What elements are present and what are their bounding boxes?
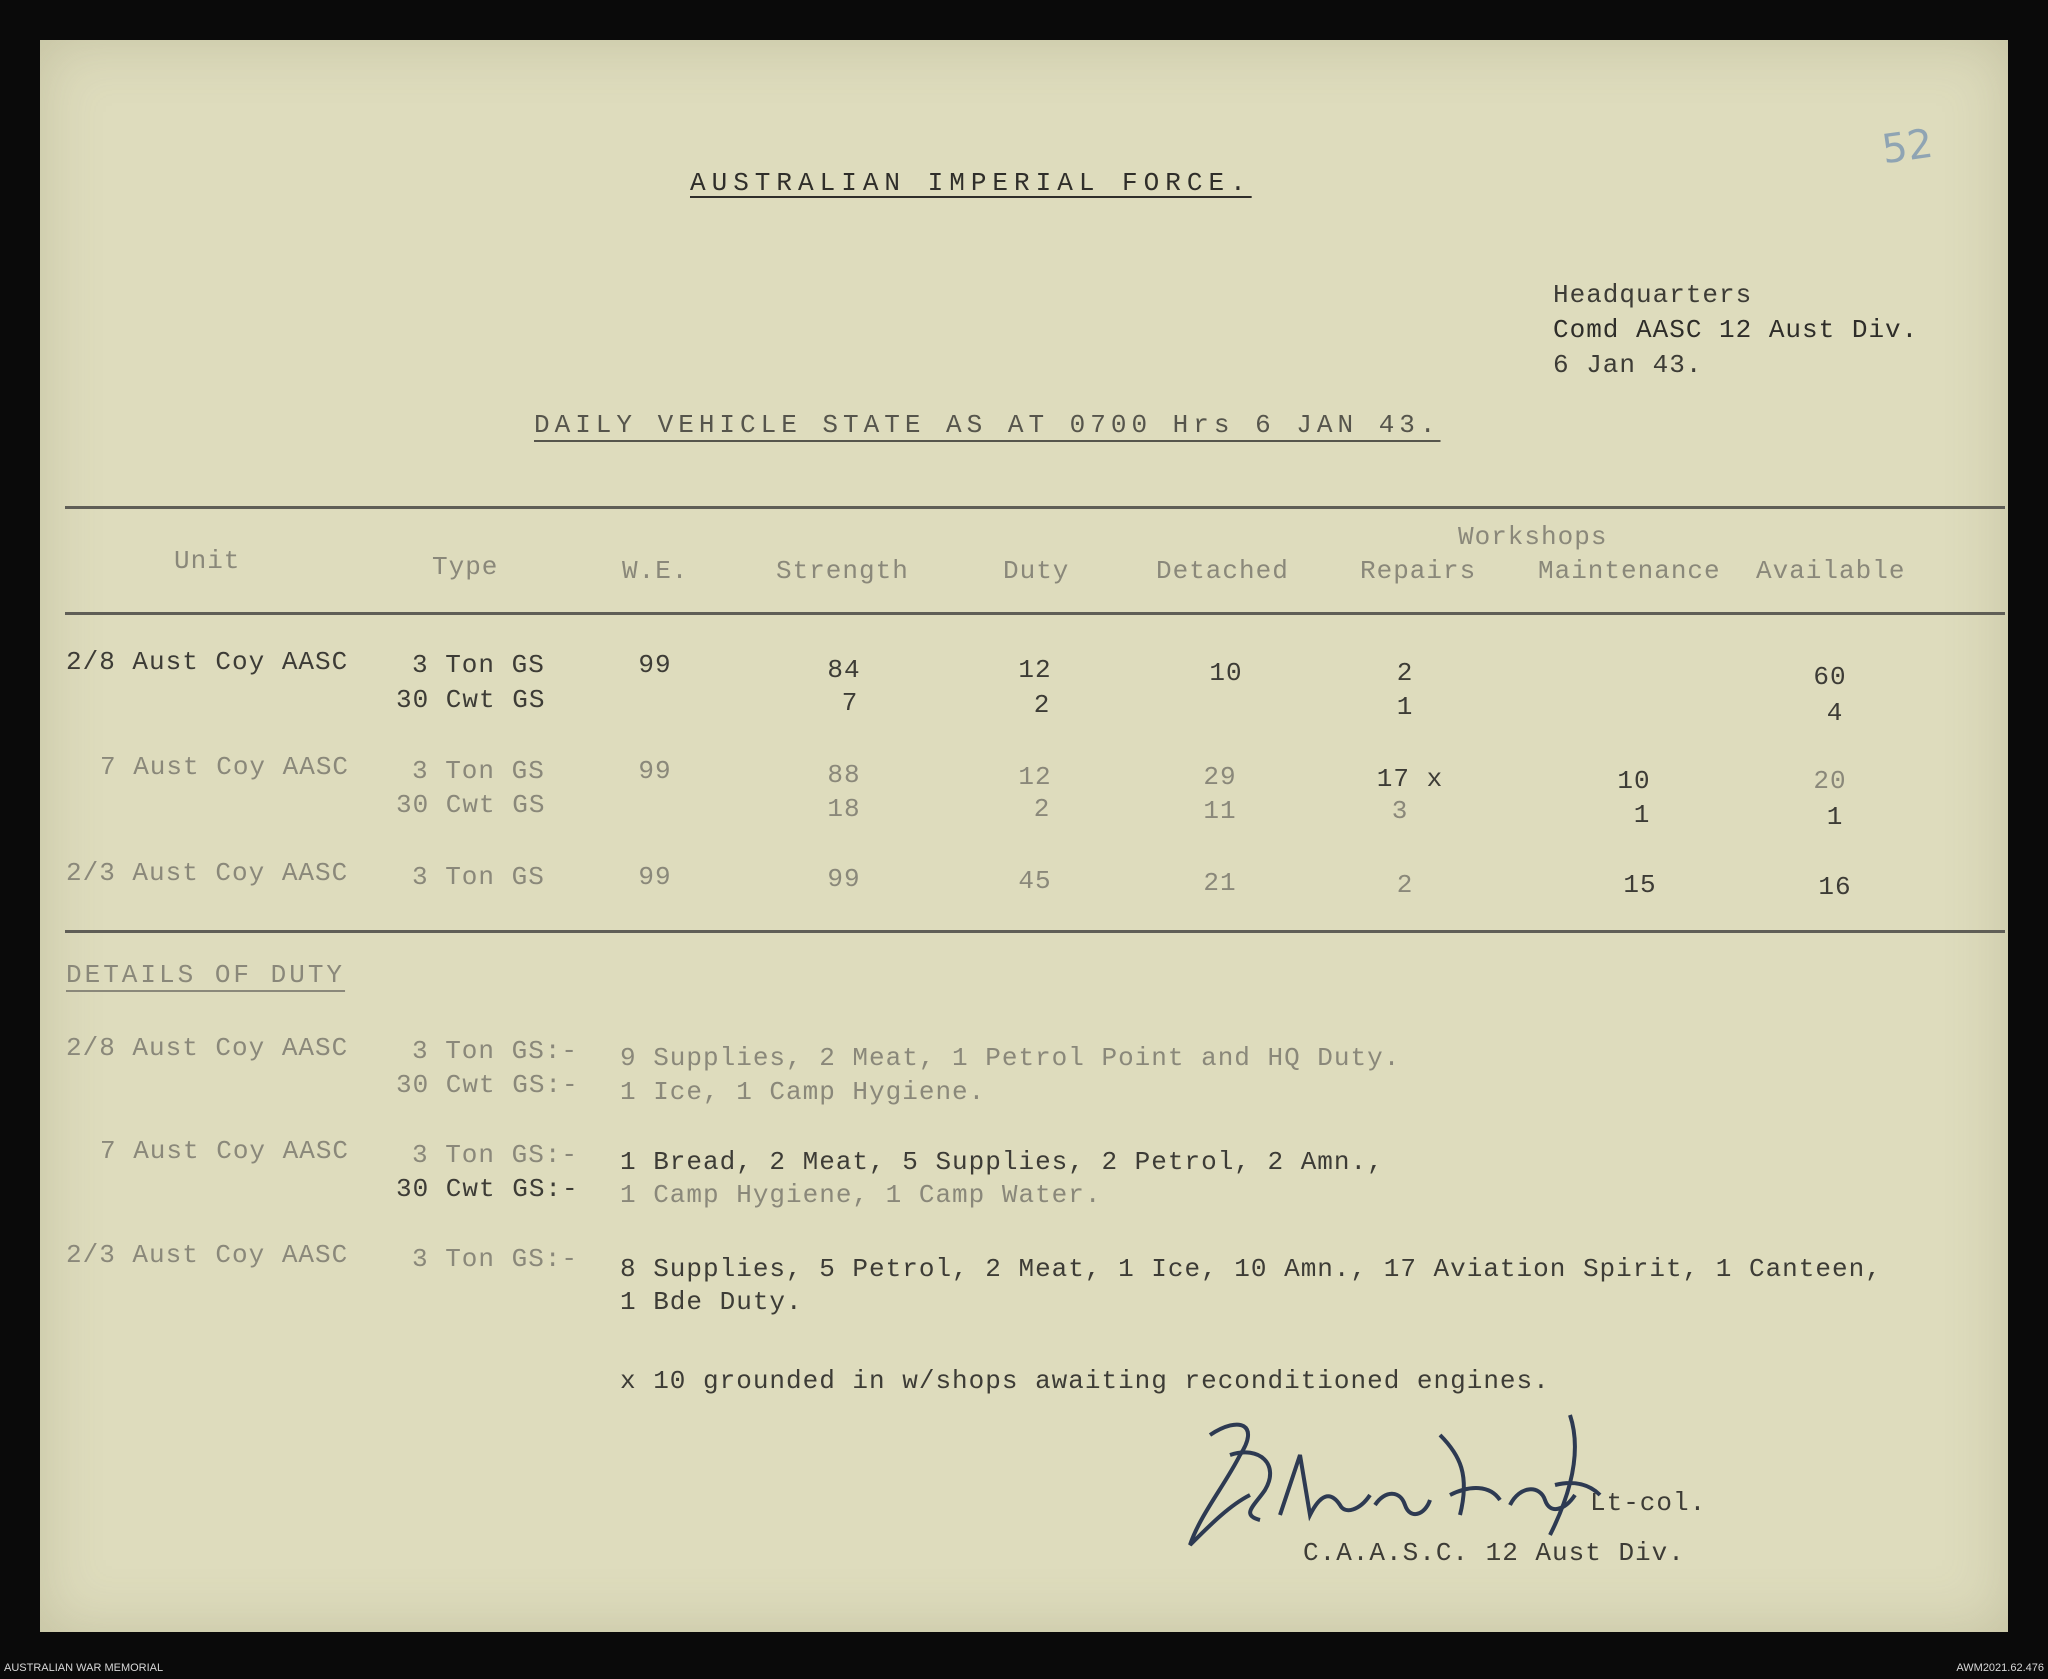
- details-type: 3 Ton GS:-: [412, 1036, 579, 1066]
- document-title: AUSTRALIAN IMPERIAL FORCE.: [690, 168, 1252, 198]
- details-text: 1 Bde Duty.: [620, 1287, 803, 1317]
- table-top-rule: [65, 506, 2005, 509]
- table-bottom-rule: [65, 930, 2005, 933]
- header-duty: Duty: [1003, 556, 1070, 586]
- hq-line-3: 6 Jan 43.: [1553, 350, 1703, 380]
- details-type: 30 Cwt GS:-: [396, 1070, 579, 1100]
- table-cell-detached: 21: [1203, 868, 1237, 898]
- table-cell-type: 3 Ton GS: [412, 862, 545, 892]
- table-cell-type: 3 Ton GS: [412, 756, 545, 786]
- table-cell-unit: 2/8 Aust Coy AASC: [66, 647, 349, 677]
- details-unit: 7 Aust Coy AASC: [100, 1136, 350, 1166]
- report-subtitle: DAILY VEHICLE STATE AS AT 0700 Hrs 6 JAN 43.: [534, 410, 1441, 440]
- table-cell-detached: 10: [1209, 658, 1243, 688]
- table-cell-repairs: 1: [1396, 692, 1414, 722]
- table-cell-type: 3 Ton GS: [412, 650, 545, 680]
- table-cell-repairs: 3: [1391, 796, 1409, 826]
- table-cell-we: 99: [638, 756, 672, 786]
- header-detached: Detached: [1156, 556, 1289, 586]
- signatory-title: C.A.A.S.C. 12 Aust Div.: [1303, 1538, 1685, 1568]
- table-cell-strength: 84: [827, 655, 861, 685]
- table-cell-duty: 2: [1033, 794, 1051, 824]
- header-maintenance: Maintenance: [1538, 556, 1721, 586]
- details-unit: 2/8 Aust Coy AASC: [66, 1033, 349, 1063]
- table-cell-we: 99: [638, 862, 672, 892]
- header-we: W.E.: [622, 556, 689, 586]
- table-cell-strength: 7: [841, 688, 859, 718]
- table-cell-duty: 2: [1033, 690, 1051, 720]
- details-unit: 2/3 Aust Coy AASC: [66, 1240, 349, 1270]
- table-cell-available: 1: [1826, 802, 1844, 832]
- footer-left: AUSTRALIAN WAR MEMORIAL: [4, 1662, 164, 1674]
- table-cell-duty: 12: [1018, 762, 1052, 792]
- header-available: Available: [1756, 556, 1906, 586]
- footer-right: AWM2021.62.476: [1956, 1662, 2044, 1674]
- details-type: 3 Ton GS:-: [412, 1244, 579, 1274]
- table-cell-strength: 18: [827, 794, 861, 824]
- header-strength: Strength: [776, 556, 909, 586]
- header-type: Type: [432, 552, 499, 582]
- table-cell-repairs: 2: [1396, 870, 1414, 900]
- table-cell-duty: 45: [1018, 866, 1052, 896]
- hq-line-2: Comd AASC 12 Aust Div.: [1553, 315, 1919, 345]
- header-repairs: Repairs: [1360, 556, 1477, 586]
- table-cell-unit: 2/3 Aust Coy AASC: [66, 858, 349, 888]
- table-cell-available: 4: [1826, 698, 1844, 728]
- details-text: 8 Supplies, 5 Petrol, 2 Meat, 1 Ice, 10 Amn., 17 Aviation Spirit, 1 Canteen,: [620, 1254, 1882, 1284]
- details-type: 3 Ton GS:-: [412, 1140, 579, 1170]
- table-cell-strength: 99: [827, 864, 861, 894]
- table-cell-maintenance: 15: [1623, 870, 1657, 900]
- table-cell-detached: 11: [1203, 796, 1237, 826]
- table-cell-repairs: 2: [1396, 658, 1414, 688]
- table-cell-maintenance: 10: [1617, 766, 1651, 796]
- table-cell-strength: 88: [827, 760, 861, 790]
- folio-number: 52: [1879, 120, 1936, 174]
- table-header-rule: [65, 612, 2005, 615]
- table-cell-unit: 7 Aust Coy AASC: [100, 752, 350, 782]
- table-cell-type: 30 Cwt GS: [396, 685, 546, 715]
- table-cell-type: 30 Cwt GS: [396, 790, 546, 820]
- details-text: 1 Camp Hygiene, 1 Camp Water.: [620, 1180, 1102, 1210]
- table-cell-repairs: 17 x: [1376, 764, 1444, 794]
- details-heading: DETAILS OF DUTY: [66, 960, 346, 990]
- table-cell-we: 99: [638, 650, 672, 680]
- table-cell-duty: 12: [1018, 655, 1052, 685]
- table-cell-maintenance: 1: [1633, 800, 1651, 830]
- footnote: x 10 grounded in w/shops awaiting reconditioned engines.: [620, 1366, 1550, 1396]
- table-cell-detached: 29: [1203, 762, 1237, 792]
- hq-line-1: Headquarters: [1553, 280, 1753, 310]
- table-cell-available: 20: [1813, 766, 1847, 796]
- signatory-rank: Lt-col.: [1590, 1488, 1707, 1518]
- table-cell-available: 60: [1813, 662, 1847, 692]
- header-workshops: Workshops: [1458, 522, 1608, 552]
- details-text: 1 Bread, 2 Meat, 5 Supplies, 2 Petrol, 2 Amn.,: [620, 1147, 1384, 1177]
- details-text: 9 Supplies, 2 Meat, 1 Petrol Point and HQ Duty.: [620, 1043, 1401, 1073]
- table-cell-available: 16: [1818, 872, 1852, 902]
- details-type: 30 Cwt GS:-: [396, 1174, 579, 1204]
- details-text: 1 Ice, 1 Camp Hygiene.: [620, 1077, 986, 1107]
- header-unit: Unit: [174, 546, 241, 576]
